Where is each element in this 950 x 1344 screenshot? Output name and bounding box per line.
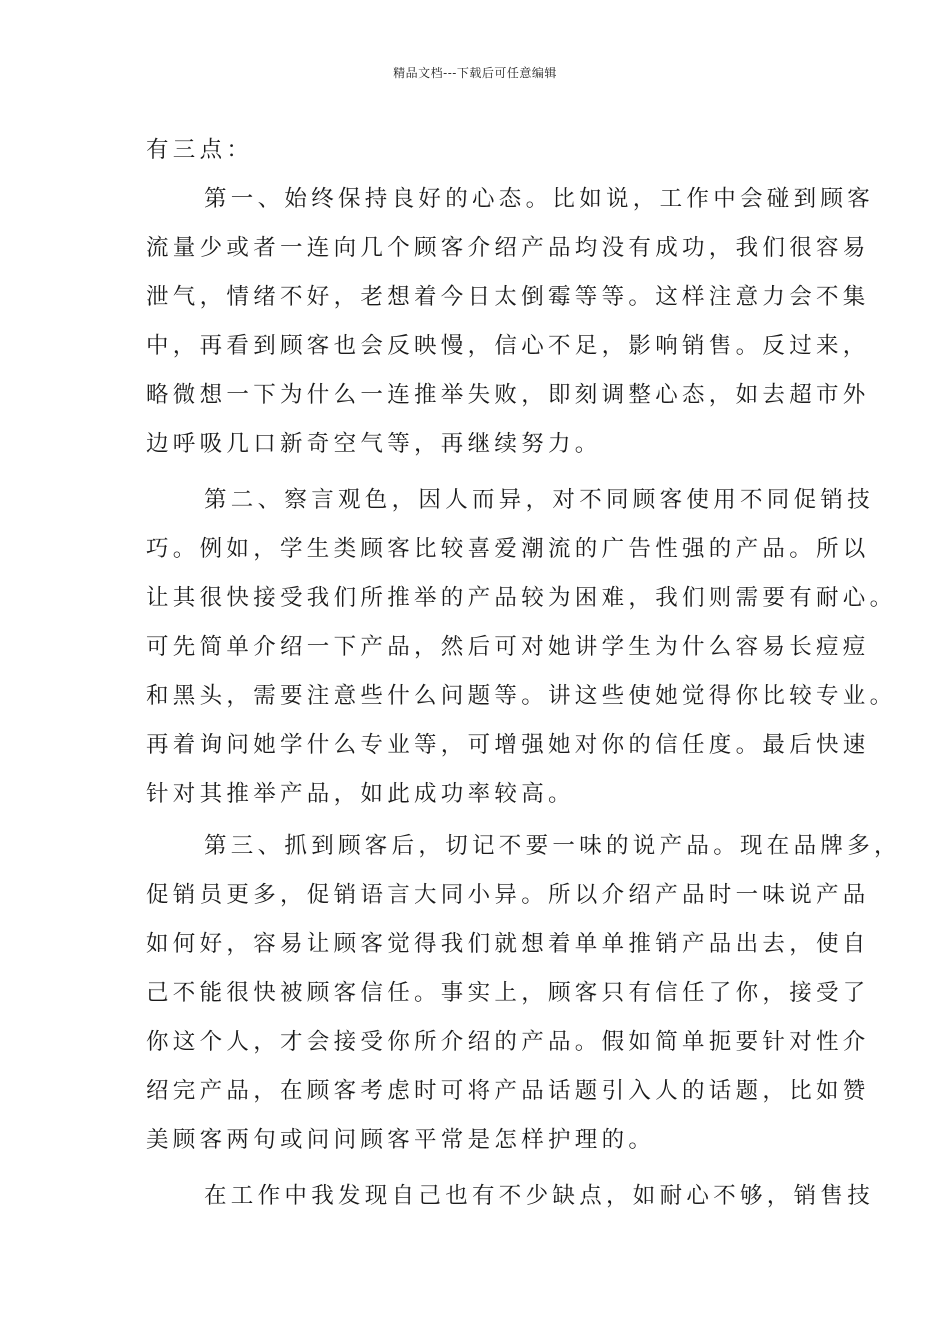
text-line: 和黑头，需要注意些什么问题等。讲这些使她觉得你比较专业。 — [146, 683, 897, 709]
paragraph-first-line: 第一、始终保持良好的心态。比如说，工作中会碰到顾客 — [204, 186, 875, 212]
text-line: 让其很快接受我们所推举的产品较为困难，我们则需要有耐心。 — [146, 585, 897, 611]
text-line: 绍完产品，在顾客考虑时可将产品话题引入人的话题，比如赞 — [146, 1078, 870, 1104]
text-line: 你这个人，才会接受你所介绍的产品。假如简单扼要针对性介 — [146, 1029, 870, 1055]
text-line: 略微想一下为什么一连推举失败，即刻调整心态，如去超市外 — [146, 382, 870, 408]
text-line: 针对其推举产品，如此成功率较高。 — [146, 781, 575, 807]
text-line: 边呼吸几口新奇空气等，再继续努力。 — [146, 431, 602, 457]
text-line: 促销员更多，促销语言大同小异。所以介绍产品时一味说产品 — [146, 882, 870, 908]
text-line: 如何好，容易让顾客觉得我们就想着单单推销产品出去，使自 — [146, 931, 870, 957]
page-header: 精品文档---下载后可任意编辑 — [393, 66, 557, 80]
text-line: 可先简单介绍一下产品，然后可对她讲学生为什么容易长痘痘 — [146, 634, 870, 660]
text-line: 巧。例如，学生类顾客比较喜爱潮流的广告性强的产品。所以 — [146, 536, 870, 562]
paragraph-first-line: 在工作中我发现自己也有不少缺点，如耐心不够，销售技 — [204, 1183, 875, 1209]
text-line: 泄气，情绪不好，老想着今日太倒霉等等。这样注意力会不集 — [146, 284, 870, 310]
text-line: 流量少或者一连向几个顾客介绍产品均没有成功，我们很容易 — [146, 235, 870, 261]
paragraph-first-line: 第三、抓到顾客后，切记不要一味的说产品。现在品牌多， — [204, 833, 901, 859]
text-line: 己不能很快被顾客信任。事实上，顾客只有信任了你，接受了 — [146, 980, 870, 1006]
paragraph-first-line: 第二、察言观色，因人而异，对不同顾客使用不同促销技 — [204, 487, 875, 513]
text-line: 再着询问她学什么专业等，可增强她对你的信任度。最后快速 — [146, 732, 870, 758]
text-line: 美顾客两句或问问顾客平常是怎样护理的。 — [146, 1127, 656, 1153]
text-line: 中，再看到顾客也会反映慢，信心不足，影响销售。反过来， — [146, 333, 870, 359]
text-line: 有三点： — [146, 137, 254, 163]
